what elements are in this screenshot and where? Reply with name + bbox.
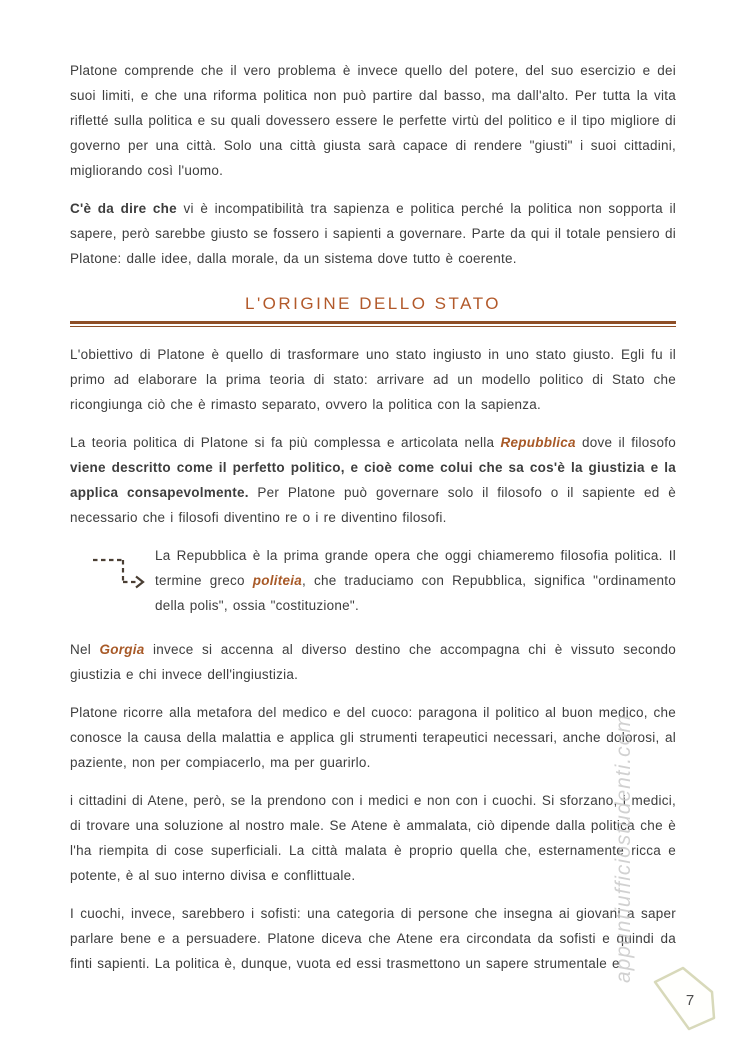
text-run: vi è incompatibilità tra sapienza e politica perché la politica non sopporta il sapere, però sarebbe giusto se fossero i sapienti a governare. Parte da qui il totale pensiero di Platone: dalle idee, dalla morale, da un sistema dove tutto è coerente. <box>70 201 676 266</box>
text-run: viene descritto come il perfetto politico, e cioè come colui che sa cos'è la giustizia e la applica consapevolmente. <box>70 460 676 500</box>
text-run: Nel <box>70 642 100 657</box>
indented-note <box>70 543 676 618</box>
text-run: Repubblica <box>500 435 576 450</box>
section-heading-block <box>70 293 676 327</box>
paragraph-repubblica <box>70 430 676 530</box>
text-run: Gorgia <box>99 642 145 657</box>
document-body <box>70 58 676 989</box>
paragraph-cuochi-sofisti <box>70 901 676 976</box>
heading-rule-thick <box>70 321 676 324</box>
text-run: L'obiettivo di Platone è quello di trasformare uno stato ingiusto in uno stato giusto. Egli fu il primo ad elaborare la prima teoria di stato: arrivare ad un modello politico di Stato che ricongiunga ciò che è rimasto separato, ovvero la politica con la sapienza. <box>70 347 676 412</box>
heading-rule-thin <box>70 326 676 327</box>
paragraph-incompatibilita <box>70 196 676 271</box>
text-run: , che traduciamo con Repubblica, significa "ordinamento della polis", ossia "costituzione". <box>155 573 676 613</box>
text-run: C'è da dire che <box>70 201 184 216</box>
note-text <box>155 543 676 618</box>
text-run: invece si accenna al diverso destino che accompagna chi è vissuto secondo giustizia e chi invece dell'ingiustizia. <box>70 642 676 682</box>
dashed-corner-arrow-icon <box>70 543 155 618</box>
text-run: Platone ricorre alla metafora del medico e del cuoco: paragona il politico al buon medico, che conosce la causa della malattia e applica gli strumenti terapeutici necessari, anche dolorosi, al paziente, non per compiacerlo, ma per guarirlo. <box>70 705 676 770</box>
text-run: I cuochi, invece, sarebbero i sofisti: una categoria di persone che insegna ai giovani a saper parlare bene e a persuadere. Platone diceva che Atene era circondata da sofisti e quindi da finti sapienti. La politica è, dunque, vuota ed essi trasmettono un sapere strumentale e <box>70 906 676 971</box>
watermark-text: appuntiufficiostudenti.com <box>612 714 635 983</box>
text-run: Per Platone può governare solo il filosofo o il sapiente ed è necessario che i filosofi diventino re o i re diventino filosofi. <box>70 485 676 525</box>
page-number: 7 <box>685 992 695 1009</box>
paragraph-medico-cuoco <box>70 700 676 775</box>
text-run: dove il filosofo <box>575 435 676 450</box>
text-run: La teoria politica di Platone si fa più complessa e articolata nella <box>70 435 501 450</box>
text-run: La Repubblica è la prima grande opera che oggi chiameremo filosofia politica. Il termine greco <box>155 548 676 588</box>
paragraph-note-politeia <box>155 543 676 618</box>
text-run: Platone comprende che il vero problema è invece quello del potere, del suo esercizio e dei suoi limiti, e che una riforma politica non può partire dal basso, ma dall'alto. Per tutta la vita rifletté sulla politica e su quali dovessero essere le perfette virtù del politico e il tipo migliore di governo per una città. Solo una città giusta sarà capace di rendere "giusti" i suoi cittadini, migliorando così l'uomo. <box>70 63 676 178</box>
paragraph-obiettivo <box>70 342 676 417</box>
text-run: i cittadini di Atene, però, se la prendono con i medici e non con i cuochi. Si sforzano, i medici, di trovare una soluzione al nostro male. Se Atene è ammalata, ciò dipende dalla politica che è l'ha riempita di cose superficiali. La città malata è proprio quella che, esternamente ricca e potente, è al suo interno divisa e conflittuale. <box>70 793 676 883</box>
page-number-tag <box>646 950 726 1040</box>
paragraph-potere <box>70 58 676 183</box>
paragraph-cittadini-atene <box>70 788 676 888</box>
text-run: politeia <box>252 573 302 588</box>
section-title: L'ORIGINE DELLO STATO <box>244 294 502 313</box>
paragraph-gorgia <box>70 637 676 687</box>
